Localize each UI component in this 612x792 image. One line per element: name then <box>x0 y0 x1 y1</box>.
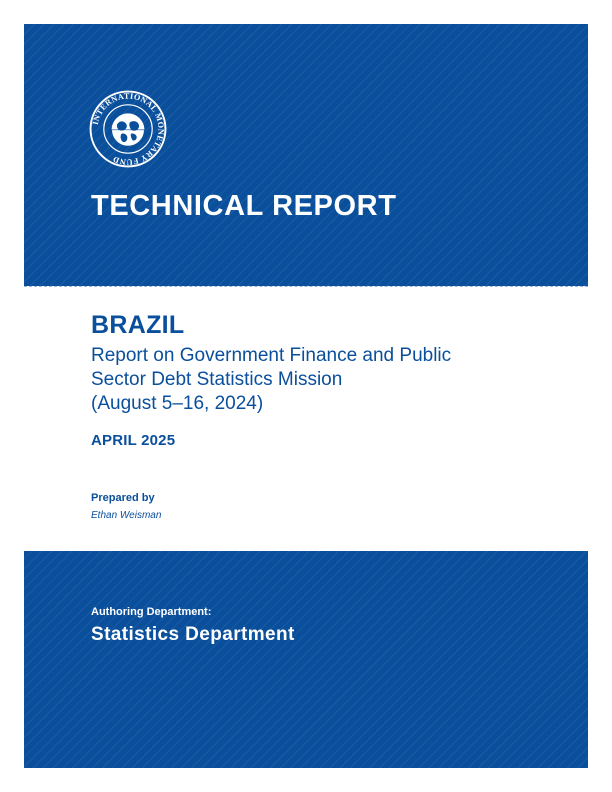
authoring-department-label: Authoring Department: <box>91 606 212 618</box>
report-cover <box>24 24 588 768</box>
author-name: Ethan Weisman <box>91 510 162 521</box>
prepared-by-label: Prepared by <box>91 492 155 504</box>
report-title-line-1: Report on Government Finance and Public <box>91 345 452 366</box>
publication-date: APRIL 2025 <box>91 432 176 449</box>
report-type-title: TECHNICAL REPORT <box>91 190 397 222</box>
report-title-line-2: Sector Debt Statistics Mission <box>91 369 343 390</box>
country-title: BRAZIL <box>91 311 185 339</box>
report-title-line-3: (August 5–16, 2024) <box>91 393 264 414</box>
imf-seal-icon <box>89 90 167 168</box>
authoring-department-name: Statistics Department <box>91 624 295 645</box>
svg-text:INTERNATIONAL MONETARY FUND: INTERNATIONAL MONETARY FUND <box>90 91 166 167</box>
title-panel <box>24 286 588 551</box>
